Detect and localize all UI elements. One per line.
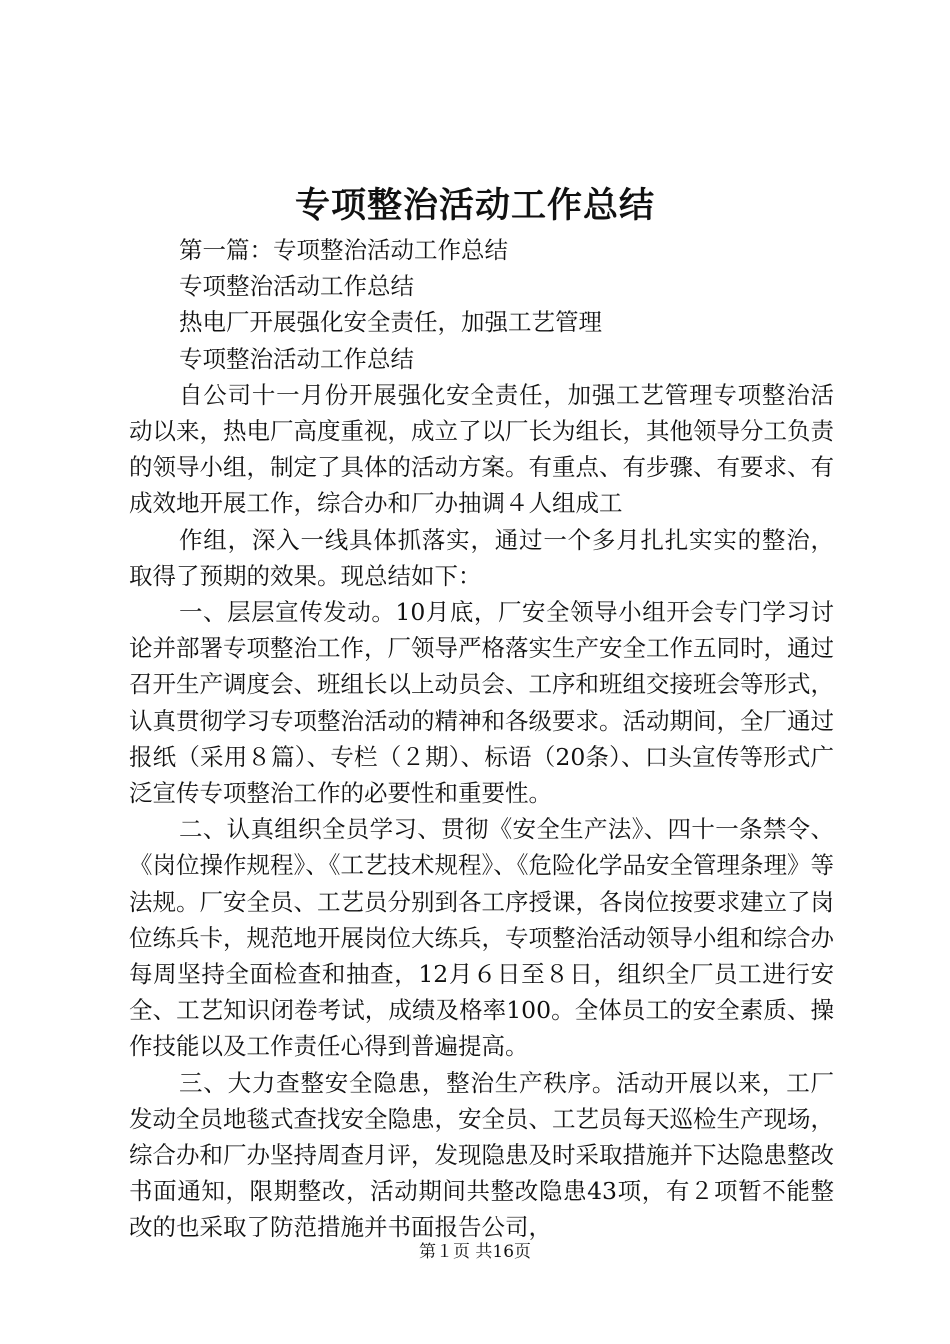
body-paragraph: 一、层层宣传发动。10月底，厂安全领导小组开会专门学习讨论并部署专项整治工作，厂领导严格落实生产安全工作五同时，通过召开生产调度会、班组长以上动员会、工序和班组交接班会等形式，认真贯彻学习专项整治活动的精神和各级要求。活动期间，全厂通过报纸（采用８篇）、专栏（２期）、标语（20条）、口头宣传等形式广泛宣传专项整治工作的必要性和重要性。: [129, 598, 834, 808]
body-paragraph: 自公司十一月份开展强化安全责任，加强工艺管理专项整治活动以来，热电厂高度重视，成立了以厂长为组长，其他领导分工负责的领导小组，制定了具体的活动方案。有重点、有步骤、有要求、有成效地开展工作，综合办和厂办抽调４人组成工: [129, 380, 834, 518]
page-title: 专项整治活动工作总结: [294, 185, 655, 226]
page-footer: 第１页 共16页: [418, 1242, 532, 1262]
body-paragraph: 三、大力查整安全隐患，整治生产秩序。活动开展以来，工厂发动全员地毯式查找安全隐患，安全员、工艺员每天巡检生产现场，综合办和厂办坚持周查月评，发现隐患及时采取措施并下达隐患整改书面通知，限期整改，活动期间共整改隐患43项，有２项暂不能整改的也采取了防范措施并书面报告公司，: [129, 1068, 834, 1242]
heading-line: 专项整治活动工作总结: [179, 272, 414, 301]
heading-line: 专项整治活动工作总结: [179, 344, 414, 373]
heading-line: 热电厂开展强化安全责任，加强工艺管理: [179, 308, 602, 337]
document-body: [129, 232, 834, 1246]
body-paragraph: 作组，深入一线具体抓落实，通过一个多月扎扎实实的整治，取得了预期的效果。现总结如下：: [129, 525, 834, 590]
body-paragraph: 二、认真组织全员学习、贯彻《安全生产法》、四十一条禁令、《岗位操作规程》、《工艺技术规程》、《危险化学品安全管理条理》等法规。厂安全员、工艺员分别到各工序授课，各岗位按要求建立了岗位练兵卡，规范地开展岗位大练兵，专项整治活动领导小组和综合办每周坚持全面检查和抽查，12月６日至８日，组织全厂员工进行安全、工艺知识闭卷考试，成绩及格率100。全体员工的安全素质、操作技能以及工作责任心得到普遍提高。: [129, 815, 834, 1061]
heading-line: 第一篇：专项整治活动工作总结: [179, 236, 508, 264]
